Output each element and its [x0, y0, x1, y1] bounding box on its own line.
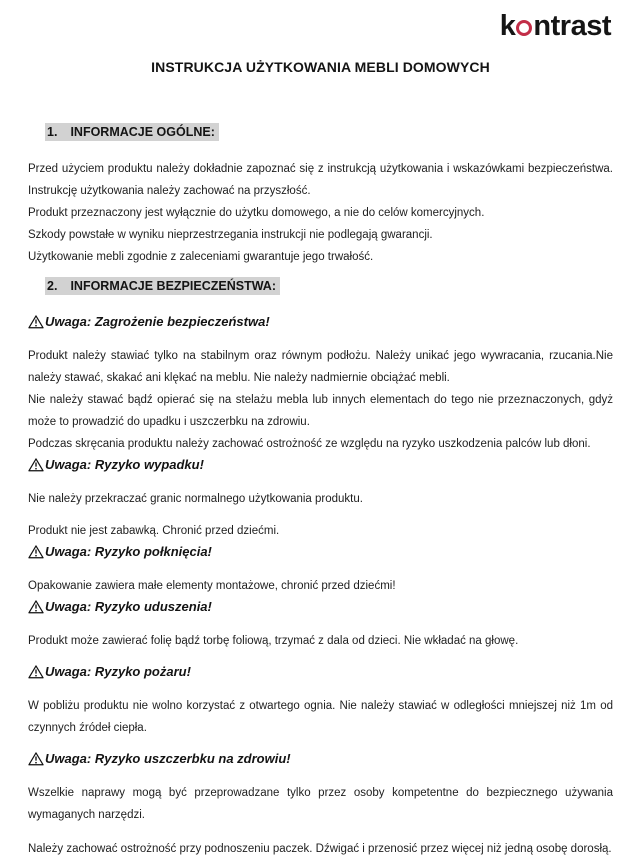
- logo-text-before: k: [499, 10, 516, 42]
- logo-o-ring-icon: [516, 20, 532, 36]
- warning-heading-5: [28, 662, 613, 682]
- warning-heading-1-label: Uwaga: Zagrożenie bezpieczeństwa!: [45, 314, 270, 329]
- warning-triangle-icon: [28, 664, 44, 679]
- warning-heading-3-label: Uwaga: Ryzyko połknięcia!: [45, 544, 212, 559]
- section-1-highlight: [45, 123, 219, 141]
- warning-2-paragraph-2: Produkt nie jest zabawką. Chronić przed dziećmi.: [28, 525, 280, 537]
- general-paragraph-2: Produkt przeznaczony jest wyłącznie do użytku domowego, a nie do celów komercyjnych.: [28, 207, 485, 219]
- section-1-number: 1.: [47, 125, 58, 139]
- warning-6-paragraph-1: Wszelkie naprawy mogą być przeprowadzane tylko przez osoby kompetentne do bezpiecznego używania wymaganych narzędzi.: [28, 787, 613, 821]
- warning-6-paragraph-2: Należy zachować ostrożność przy podnoszeniu paczek. Dźwigać i przenosić przez więcej niż jedną osobę dorosłą.: [28, 843, 612, 855]
- section-1-heading-label: INFORMACJE OGÓLNE:: [70, 125, 215, 139]
- general-paragraph-1: Przed użyciem produktu należy dokładnie zapoznać się z instrukcją użytkowania i wskazówkami bezpieczeństwa. Instrukcję użytkowania należy zachować na przyszłość.: [28, 163, 613, 197]
- warning-heading-1: [28, 312, 613, 332]
- warning-5-paragraph-1: W pobliżu produktu nie wolno korzystać z otwartego ognia. Nie należy stawiać w odległości mniejszej niż 1m od czynnych źródeł ciepła.: [28, 700, 613, 734]
- warning-4-paragraph-1: Produkt może zawierać folię bądź torbę foliową, trzymać z dala od dzieci. Nie wkładać na głowę.: [28, 635, 519, 647]
- warning-triangle-icon: [28, 751, 44, 766]
- section-2-highlight: [45, 277, 280, 295]
- warning-heading-5-label: Uwaga: Ryzyko pożaru!: [45, 664, 191, 679]
- warning-heading-6: [28, 749, 613, 769]
- warning-3-paragraph-1: Opakowanie zawiera małe elementy montażowe, chronić przed dziećmi!: [28, 580, 396, 592]
- section-1-heading: [45, 122, 613, 142]
- warning-1-paragraph-1: Produkt należy stawiać tylko na stabilnym oraz równym podłożu. Należy unikać jego wywracania, rzucania.Nie należy stawać, skakać ani klękać na meblu. Nie należy nadmiernie obciążać mebli.: [28, 350, 613, 384]
- warning-triangle-icon: [28, 544, 44, 559]
- warning-heading-6-label: Uwaga: Ryzyko uszczerbku na zdrowiu!: [45, 751, 291, 766]
- warning-heading-4: [28, 597, 613, 617]
- header-logo-row: [28, 8, 613, 44]
- warning-1-paragraph-3: Podczas skręcania produktu należy zachować ostrożność ze względu na ryzyko uszkodzenia palców lub dłoni.: [28, 438, 591, 450]
- section-2-heading: [45, 276, 613, 296]
- kontrast-logo: [500, 8, 611, 44]
- warning-heading-4-label: Uwaga: Ryzyko uduszenia!: [45, 599, 212, 614]
- logo-text-after: ntrast: [533, 10, 611, 42]
- warning-1-paragraph-2: Nie należy stawać bądź opierać się na stelażu mebla lub innych elementach do tego nie przeznaczonych, gdyż może to prowadzić do upadku i uszczerbku na zdrowiu.: [28, 394, 613, 428]
- section-2-heading-label: INFORMACJE BEZPIECZEŃSTWA:: [70, 279, 276, 293]
- document-title: INSTRUKCJA UŻYTKOWANIA MEBLI DOMOWYCH: [151, 59, 490, 75]
- warning-triangle-icon: [28, 599, 44, 614]
- general-paragraph-3: Szkody powstałe w wyniku nieprzestrzegania instrukcji nie podlegają gwarancji.: [28, 229, 433, 241]
- general-paragraph-4: Użytkowanie mebli zgodnie z zaleceniami gwarantuje jego trwałość.: [28, 251, 374, 263]
- warning-heading-2: [28, 455, 613, 475]
- warning-triangle-icon: [28, 314, 44, 329]
- warning-heading-2-label: Uwaga: Ryzyko wypadku!: [45, 457, 204, 472]
- warning-triangle-icon: [28, 457, 44, 472]
- section-2-number: 2.: [47, 279, 58, 293]
- warning-2-paragraph-1: Nie należy przekraczać granic normalnego użytkowania produktu.: [28, 493, 363, 505]
- warning-heading-3: [28, 542, 613, 562]
